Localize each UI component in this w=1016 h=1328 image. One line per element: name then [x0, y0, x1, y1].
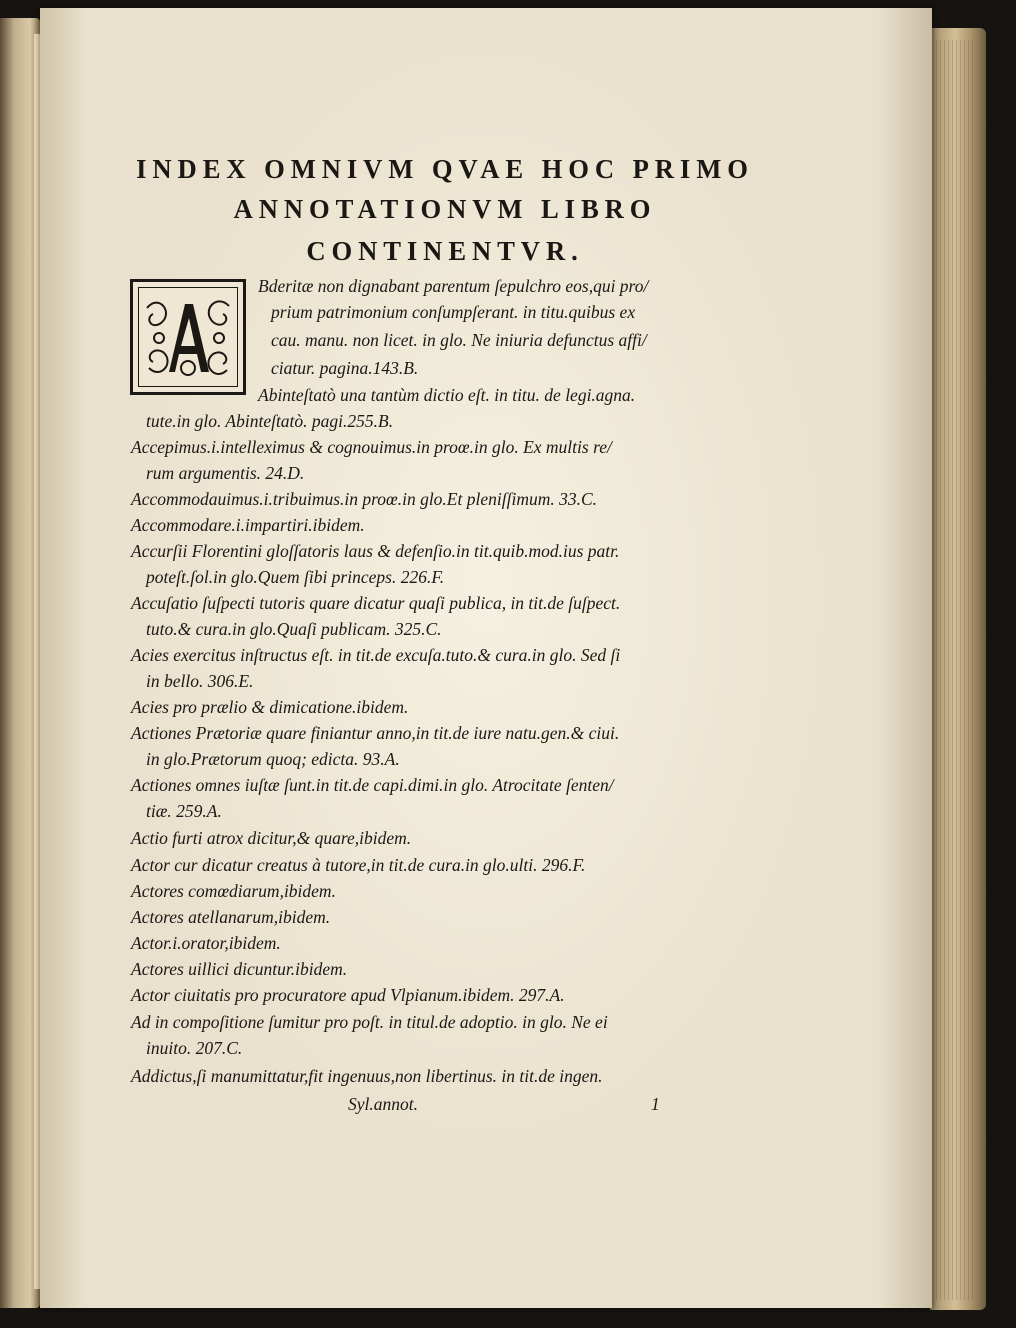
entry-line: tute.in glo. Abinteſtatò. pagi.255.B.: [146, 411, 394, 431]
entry-line: Abinteſtatò una tantùm dictio eſt. in titu. de legi.agna.: [258, 385, 636, 405]
book-fore-edge-leaves: [936, 40, 976, 1300]
entry-line: Addictus,ſi manumittatur,fit ingenuus,non libertinus. in tit.de ingen.: [131, 1066, 603, 1086]
entry-line: tiæ. 259.A.: [146, 801, 222, 821]
entry-line: inuito. 207.C.: [146, 1038, 243, 1058]
entry-line: Actores atellanarum,ibidem.: [131, 907, 331, 927]
entry-line: in glo.Prætorum quoq; edicta. 93.A.: [146, 749, 400, 769]
entry-line: in bello. 306.E.: [146, 671, 254, 691]
entry-line: Ad in compoſitione ſumitur pro poſt. in titul.de adoptio. in glo. Ne ei: [131, 1012, 608, 1032]
index-title-line-1: INDEX OMNIVM QVAE HOC PRIMO: [136, 154, 754, 185]
entry-line: prium patrimonium conſumpſerant. in titu.quibus ex: [271, 302, 636, 322]
entry-line: ciatur. pagina.143.B.: [271, 358, 419, 378]
entry-line: Accurſii Florentini gloſſatoris laus & defenſio.in tit.quib.mod.ius patr.: [131, 541, 620, 561]
entry-line: Accuſatio ſuſpecti tutoris quare dicatur quaſi publica, in tit.de ſuſpect.: [131, 593, 621, 613]
index-title-line-2: ANNOTATIONVM LIBRO: [233, 194, 657, 225]
entry-line: cau. manu. non licet. in glo. Ne iniuria defunctus affi/: [271, 330, 647, 350]
signature-mark: 1: [651, 1094, 660, 1114]
entry-line: Actor ciuitatis pro procuratore apud Vlpianum.ibidem. 297.A.: [131, 985, 565, 1005]
entry-line: Acies pro prælio & dimicatione.ibidem.: [131, 697, 409, 717]
entry-line: Accommodauimus.i.tribuimus.in proœ.in glo.Et pleniſſimum. 33.C.: [131, 489, 598, 509]
entry-line: tuto.& cura.in glo.Quaſi publicam. 325.C.: [146, 619, 442, 639]
index-title-line-3: CONTINENTVR.: [306, 236, 584, 267]
entry-line: Actores uillici dicuntur.ibidem.: [131, 959, 348, 979]
entry-line: Actores comœdiarum,ibidem.: [131, 881, 336, 901]
entry-line: Actiones omnes iuſtæ ſunt.in tit.de capi.dimi.in glo. Atrocitate ſenten/: [131, 775, 614, 795]
entry-line: Accepimus.i.intelleximus & cognouimus.in proœ.in glo. Ex multis re/: [131, 437, 612, 457]
catchword: Syl.annot.: [348, 1094, 418, 1114]
foliage-ornament-icon: [139, 288, 237, 386]
entry-line: Bderitæ non dignabant parentum ſepulchro eos,qui pro/: [258, 276, 649, 296]
entry-line: rum argumentis. 24.D.: [146, 463, 305, 483]
entry-line: Accommodare.i.impartiri.ibidem.: [131, 515, 365, 535]
entry-line: Actor cur dicatur creatus à tutore,in tit.de cura.in glo.ulti. 296.F.: [131, 855, 586, 875]
entry-line: Actiones Prætoriæ quare finiantur anno,in tit.de iure natu.gen.& ciui.: [131, 723, 620, 743]
entry-line: Acies exercitus inſtructus eſt. in tit.de excuſa.tuto.& cura.in glo. Sed ſi: [131, 645, 621, 665]
entry-line: Actor.i.orator,ibidem.: [131, 933, 281, 953]
entry-line: Actio furti atrox dicitur,& quare,ibidem.: [131, 828, 412, 848]
entry-line: poteſt.ſol.in glo.Quem ſibi princeps. 226.F.: [146, 567, 445, 587]
decorated-initial: [130, 279, 246, 395]
